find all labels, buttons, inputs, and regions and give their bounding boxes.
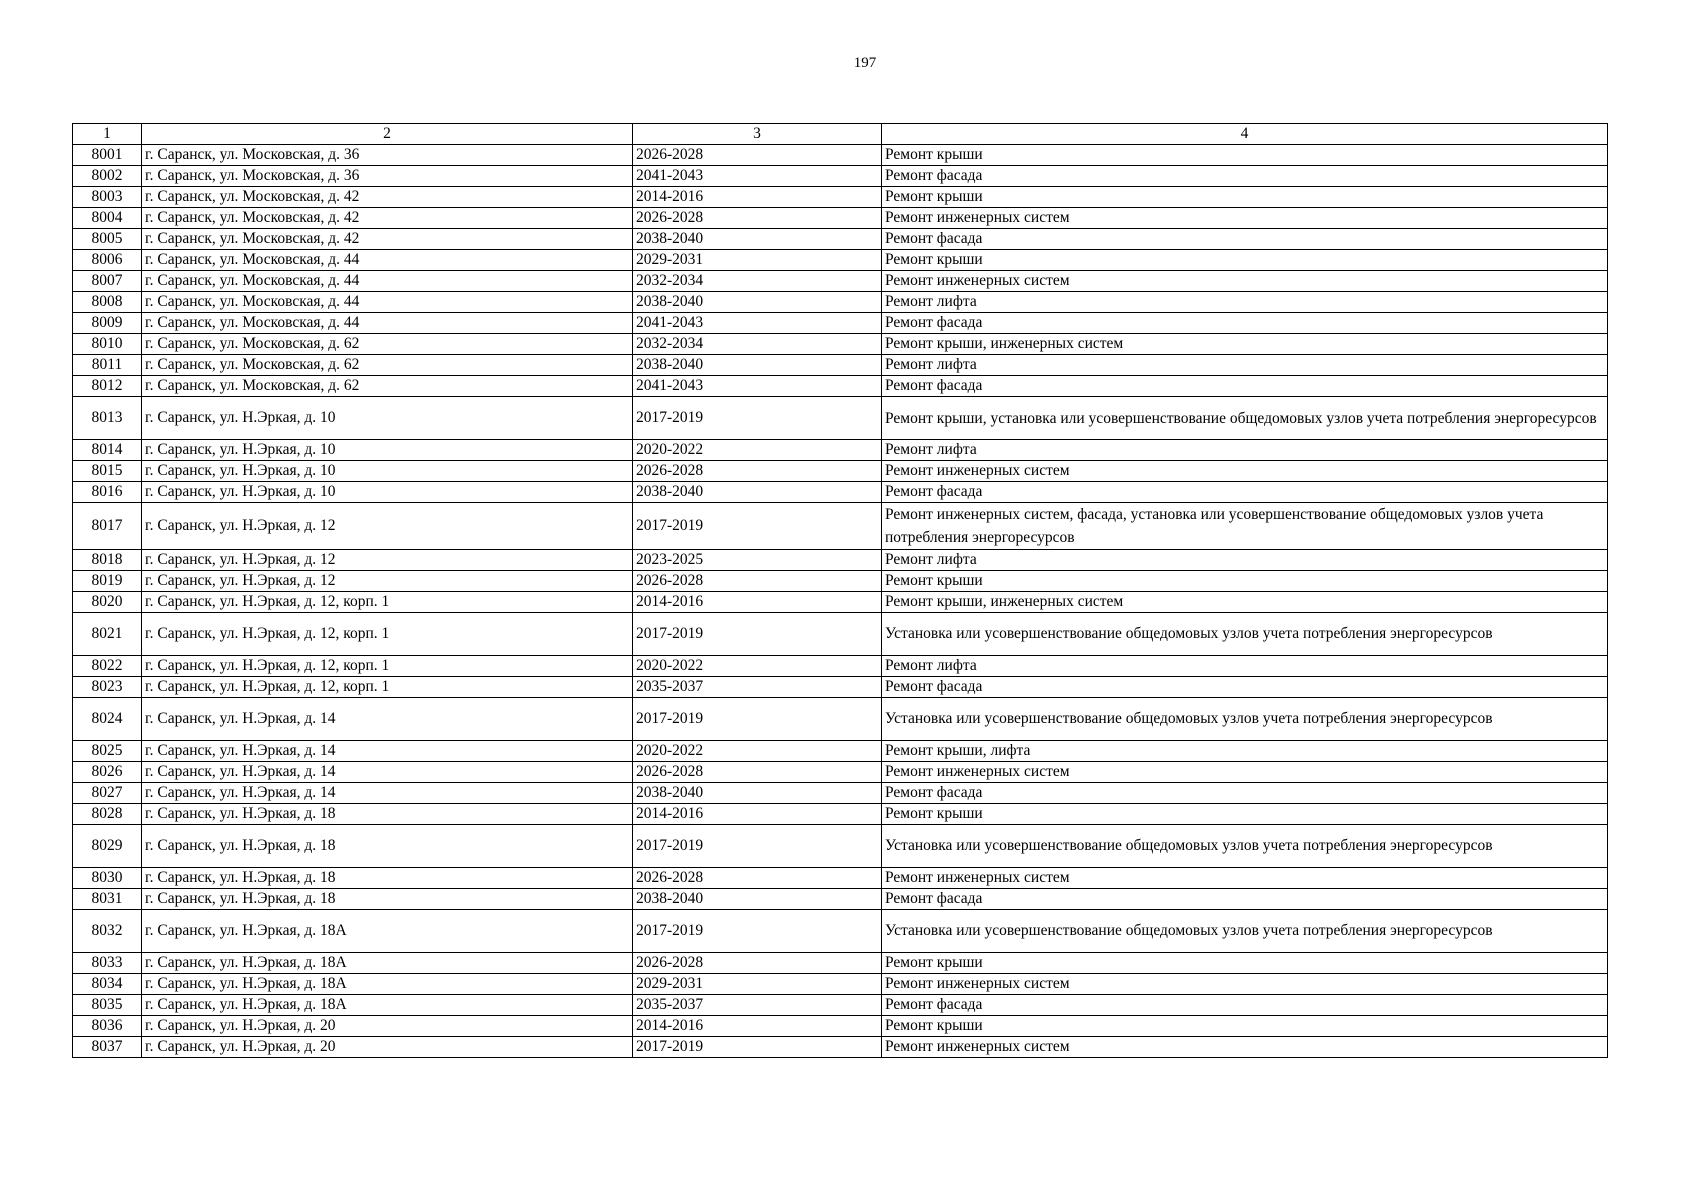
row-number-cell: 8008: [73, 292, 142, 313]
row-number-cell: 8002: [73, 166, 142, 187]
table-body: [73, 145, 1608, 1058]
address-cell: г. Саранск, ул. Н.Эркая, д. 18: [142, 868, 633, 889]
work-type-cell: Ремонт инженерных систем: [882, 271, 1608, 292]
table-row: [73, 208, 1608, 229]
work-type-cell: Ремонт крыши, установка или усовершенствование общедомовых узлов учета потребления энергоресурсов: [882, 397, 1608, 440]
period-cell: 2041-2043: [633, 376, 882, 397]
table-row: [73, 974, 1608, 995]
row-number-cell: 8035: [73, 995, 142, 1016]
period-cell: 2017-2019: [633, 698, 882, 741]
table-row: [73, 461, 1608, 482]
row-number-cell: 8007: [73, 271, 142, 292]
row-number-cell: 8031: [73, 889, 142, 910]
table-row: [73, 440, 1608, 461]
work-type-cell: Ремонт инженерных систем: [882, 208, 1608, 229]
row-number-cell: 8009: [73, 313, 142, 334]
table-row: [73, 1016, 1608, 1037]
address-cell: г. Саранск, ул. Н.Эркая, д. 14: [142, 762, 633, 783]
table-row: [73, 313, 1608, 334]
address-cell: г. Саранск, ул. Н.Эркая, д. 10: [142, 440, 633, 461]
period-cell: 2020-2022: [633, 656, 882, 677]
address-cell: г. Саранск, ул. Н.Эркая, д. 14: [142, 741, 633, 762]
table-row: [73, 698, 1608, 741]
row-number-cell: 8030: [73, 868, 142, 889]
period-cell: 2014-2016: [633, 187, 882, 208]
address-cell: г. Саранск, ул. Н.Эркая, д. 18А: [142, 974, 633, 995]
address-cell: г. Саранск, ул. Н.Эркая, д. 18: [142, 804, 633, 825]
period-cell: 2017-2019: [633, 613, 882, 656]
period-cell: 2038-2040: [633, 783, 882, 804]
work-type-cell: Ремонт инженерных систем: [882, 1037, 1608, 1058]
row-number-cell: 8018: [73, 550, 142, 571]
address-cell: г. Саранск, ул. Н.Эркая, д. 12: [142, 550, 633, 571]
period-cell: 2038-2040: [633, 482, 882, 503]
period-cell: 2038-2040: [633, 355, 882, 376]
address-cell: г. Саранск, ул. Н.Эркая, д. 18А: [142, 995, 633, 1016]
period-cell: 2020-2022: [633, 741, 882, 762]
address-cell: г. Саранск, ул. Н.Эркая, д. 12, корп. 1: [142, 677, 633, 698]
row-number-cell: 8027: [73, 783, 142, 804]
work-type-cell: Ремонт крыши: [882, 1016, 1608, 1037]
address-cell: г. Саранск, ул. Н.Эркая, д. 10: [142, 397, 633, 440]
address-cell: г. Саранск, ул. Московская, д. 42: [142, 229, 633, 250]
address-cell: г. Саранск, ул. Н.Эркая, д. 12, корп. 1: [142, 656, 633, 677]
column-header-1: 1: [73, 124, 142, 145]
period-cell: 2035-2037: [633, 677, 882, 698]
page-number: 197: [853, 55, 877, 71]
row-number-cell: 8024: [73, 698, 142, 741]
period-cell: 2020-2022: [633, 440, 882, 461]
row-number-cell: 8020: [73, 592, 142, 613]
table-row: [73, 762, 1608, 783]
work-type-cell: Установка или усовершенствование общедомовых узлов учета потребления энергоресурсов: [882, 613, 1608, 656]
period-cell: 2032-2034: [633, 334, 882, 355]
address-cell: г. Саранск, ул. Н.Эркая, д. 10: [142, 482, 633, 503]
work-type-cell: Ремонт фасада: [882, 482, 1608, 503]
work-type-cell: Установка или усовершенствование общедомовых узлов учета потребления энергоресурсов: [882, 910, 1608, 953]
table-row: [73, 592, 1608, 613]
row-number-cell: 8003: [73, 187, 142, 208]
work-type-cell: Ремонт лифта: [882, 656, 1608, 677]
period-cell: 2038-2040: [633, 889, 882, 910]
row-number-cell: 8028: [73, 804, 142, 825]
row-number-cell: 8013: [73, 397, 142, 440]
period-cell: 2026-2028: [633, 145, 882, 166]
work-type-cell: Ремонт крыши: [882, 953, 1608, 974]
period-cell: 2041-2043: [633, 166, 882, 187]
work-type-cell: Ремонт крыши, лифта: [882, 741, 1608, 762]
work-type-cell: Ремонт лифта: [882, 292, 1608, 313]
work-type-cell: Ремонт крыши: [882, 250, 1608, 271]
table-row: [73, 783, 1608, 804]
period-cell: 2026-2028: [633, 461, 882, 482]
column-header-3: 3: [633, 124, 882, 145]
work-type-cell: Ремонт крыши, инженерных систем: [882, 334, 1608, 355]
work-type-cell: Ремонт инженерных систем, фасада, установка или усовершенствование общедомовых узлов учета потребления энергоресурсов: [882, 503, 1608, 550]
period-cell: 2038-2040: [633, 292, 882, 313]
row-number-cell: 8037: [73, 1037, 142, 1058]
row-number-cell: 8021: [73, 613, 142, 656]
table-row: [73, 229, 1608, 250]
row-number-cell: 8032: [73, 910, 142, 953]
address-cell: г. Саранск, ул. Н.Эркая, д. 12, корп. 1: [142, 592, 633, 613]
table-row: [73, 804, 1608, 825]
table-row: [73, 550, 1608, 571]
period-cell: 2023-2025: [633, 550, 882, 571]
table-row: [73, 376, 1608, 397]
table-row: [73, 503, 1608, 550]
address-cell: г. Саранск, ул. Московская, д. 44: [142, 292, 633, 313]
table-row: [73, 889, 1608, 910]
work-type-cell: Ремонт инженерных систем: [882, 868, 1608, 889]
table-row: [73, 910, 1608, 953]
table-row: [73, 271, 1608, 292]
period-cell: 2014-2016: [633, 1016, 882, 1037]
row-number-cell: 8017: [73, 503, 142, 550]
address-cell: г. Саранск, ул. Н.Эркая, д. 18: [142, 825, 633, 868]
period-cell: 2017-2019: [633, 503, 882, 550]
period-cell: 2029-2031: [633, 250, 882, 271]
row-number-cell: 8001: [73, 145, 142, 166]
work-type-cell: Ремонт фасада: [882, 995, 1608, 1016]
table-row: [73, 825, 1608, 868]
address-cell: г. Саранск, ул. Н.Эркая, д. 20: [142, 1037, 633, 1058]
work-type-cell: Ремонт крыши: [882, 804, 1608, 825]
address-cell: г. Саранск, ул. Московская, д. 36: [142, 166, 633, 187]
row-number-cell: 8026: [73, 762, 142, 783]
table-row: [73, 334, 1608, 355]
address-cell: г. Саранск, ул. Московская, д. 62: [142, 355, 633, 376]
work-type-cell: Ремонт крыши: [882, 187, 1608, 208]
period-cell: 2035-2037: [633, 995, 882, 1016]
work-type-cell: Ремонт лифта: [882, 550, 1608, 571]
row-number-cell: 8015: [73, 461, 142, 482]
period-cell: 2026-2028: [633, 953, 882, 974]
address-cell: г. Саранск, ул. Московская, д. 44: [142, 271, 633, 292]
period-cell: 2026-2028: [633, 762, 882, 783]
address-cell: г. Саранск, ул. Н.Эркая, д. 10: [142, 461, 633, 482]
work-type-cell: Ремонт инженерных систем: [882, 461, 1608, 482]
address-cell: г. Саранск, ул. Московская, д. 42: [142, 208, 633, 229]
address-cell: г. Саранск, ул. Московская, д. 42: [142, 187, 633, 208]
period-cell: 2038-2040: [633, 229, 882, 250]
table-row: [73, 868, 1608, 889]
column-header-2: 2: [142, 124, 633, 145]
table-row: [73, 677, 1608, 698]
row-number-cell: 8029: [73, 825, 142, 868]
address-cell: г. Саранск, ул. Московская, д. 36: [142, 145, 633, 166]
row-number-cell: 8011: [73, 355, 142, 376]
address-cell: г. Саранск, ул. Московская, д. 44: [142, 313, 633, 334]
table-row: [73, 613, 1608, 656]
table-row: [73, 397, 1608, 440]
row-number-cell: 8034: [73, 974, 142, 995]
period-cell: 2032-2034: [633, 271, 882, 292]
table-row: [73, 292, 1608, 313]
row-number-cell: 8019: [73, 571, 142, 592]
period-cell: 2014-2016: [633, 592, 882, 613]
repair-schedule-table: [72, 123, 1608, 1058]
address-cell: г. Саранск, ул. Н.Эркая, д. 12, корп. 1: [142, 613, 633, 656]
row-number-cell: 8014: [73, 440, 142, 461]
header-row: [73, 124, 1608, 145]
row-number-cell: 8036: [73, 1016, 142, 1037]
work-type-cell: Ремонт крыши: [882, 145, 1608, 166]
work-type-cell: Ремонт лифта: [882, 355, 1608, 376]
work-type-cell: Ремонт фасада: [882, 889, 1608, 910]
work-type-cell: Ремонт лифта: [882, 440, 1608, 461]
table-row: [73, 145, 1608, 166]
period-cell: 2017-2019: [633, 910, 882, 953]
row-number-cell: 8025: [73, 741, 142, 762]
work-type-cell: Ремонт фасада: [882, 313, 1608, 334]
address-cell: г. Саранск, ул. Н.Эркая, д. 20: [142, 1016, 633, 1037]
period-cell: 2026-2028: [633, 571, 882, 592]
period-cell: 2029-2031: [633, 974, 882, 995]
work-type-cell: Установка или усовершенствование общедомовых узлов учета потребления энергоресурсов: [882, 698, 1608, 741]
period-cell: 2017-2019: [633, 1037, 882, 1058]
row-number-cell: 8023: [73, 677, 142, 698]
work-type-cell: Ремонт крыши, инженерных систем: [882, 592, 1608, 613]
period-cell: 2026-2028: [633, 868, 882, 889]
table-row: [73, 482, 1608, 503]
address-cell: г. Саранск, ул. Московская, д. 44: [142, 250, 633, 271]
work-type-cell: Ремонт фасада: [882, 677, 1608, 698]
period-cell: 2026-2028: [633, 208, 882, 229]
row-number-cell: 8016: [73, 482, 142, 503]
work-type-cell: Ремонт инженерных систем: [882, 974, 1608, 995]
period-cell: 2014-2016: [633, 804, 882, 825]
row-number-cell: 8004: [73, 208, 142, 229]
table-row: [73, 166, 1608, 187]
work-type-cell: Ремонт фасада: [882, 166, 1608, 187]
address-cell: г. Саранск, ул. Н.Эркая, д. 18: [142, 889, 633, 910]
address-cell: г. Саранск, ул. Н.Эркая, д. 12: [142, 503, 633, 550]
work-type-cell: Ремонт фасада: [882, 229, 1608, 250]
work-type-cell: Установка или усовершенствование общедомовых узлов учета потребления энергоресурсов: [882, 825, 1608, 868]
address-cell: г. Саранск, ул. Московская, д. 62: [142, 334, 633, 355]
address-cell: г. Саранск, ул. Н.Эркая, д. 12: [142, 571, 633, 592]
table-row: [73, 187, 1608, 208]
address-cell: г. Саранск, ул. Московская, д. 62: [142, 376, 633, 397]
row-number-cell: 8022: [73, 656, 142, 677]
table-row: [73, 656, 1608, 677]
row-number-cell: 8010: [73, 334, 142, 355]
work-type-cell: Ремонт инженерных систем: [882, 762, 1608, 783]
column-header-4: 4: [882, 124, 1608, 145]
table-row: [73, 571, 1608, 592]
period-cell: 2017-2019: [633, 825, 882, 868]
table-row: [73, 355, 1608, 376]
table-row: [73, 250, 1608, 271]
table-row: [73, 1037, 1608, 1058]
table-row: [73, 953, 1608, 974]
address-cell: г. Саранск, ул. Н.Эркая, д. 14: [142, 698, 633, 741]
address-cell: г. Саранск, ул. Н.Эркая, д. 18А: [142, 953, 633, 974]
work-type-cell: Ремонт фасада: [882, 783, 1608, 804]
period-cell: 2017-2019: [633, 397, 882, 440]
row-number-cell: 8006: [73, 250, 142, 271]
period-cell: 2041-2043: [633, 313, 882, 334]
table-row: [73, 995, 1608, 1016]
work-type-cell: Ремонт крыши: [882, 571, 1608, 592]
row-number-cell: 8005: [73, 229, 142, 250]
row-number-cell: 8033: [73, 953, 142, 974]
work-type-cell: Ремонт фасада: [882, 376, 1608, 397]
row-number-cell: 8012: [73, 376, 142, 397]
address-cell: г. Саранск, ул. Н.Эркая, д. 18А: [142, 910, 633, 953]
table-row: [73, 741, 1608, 762]
address-cell: г. Саранск, ул. Н.Эркая, д. 14: [142, 783, 633, 804]
